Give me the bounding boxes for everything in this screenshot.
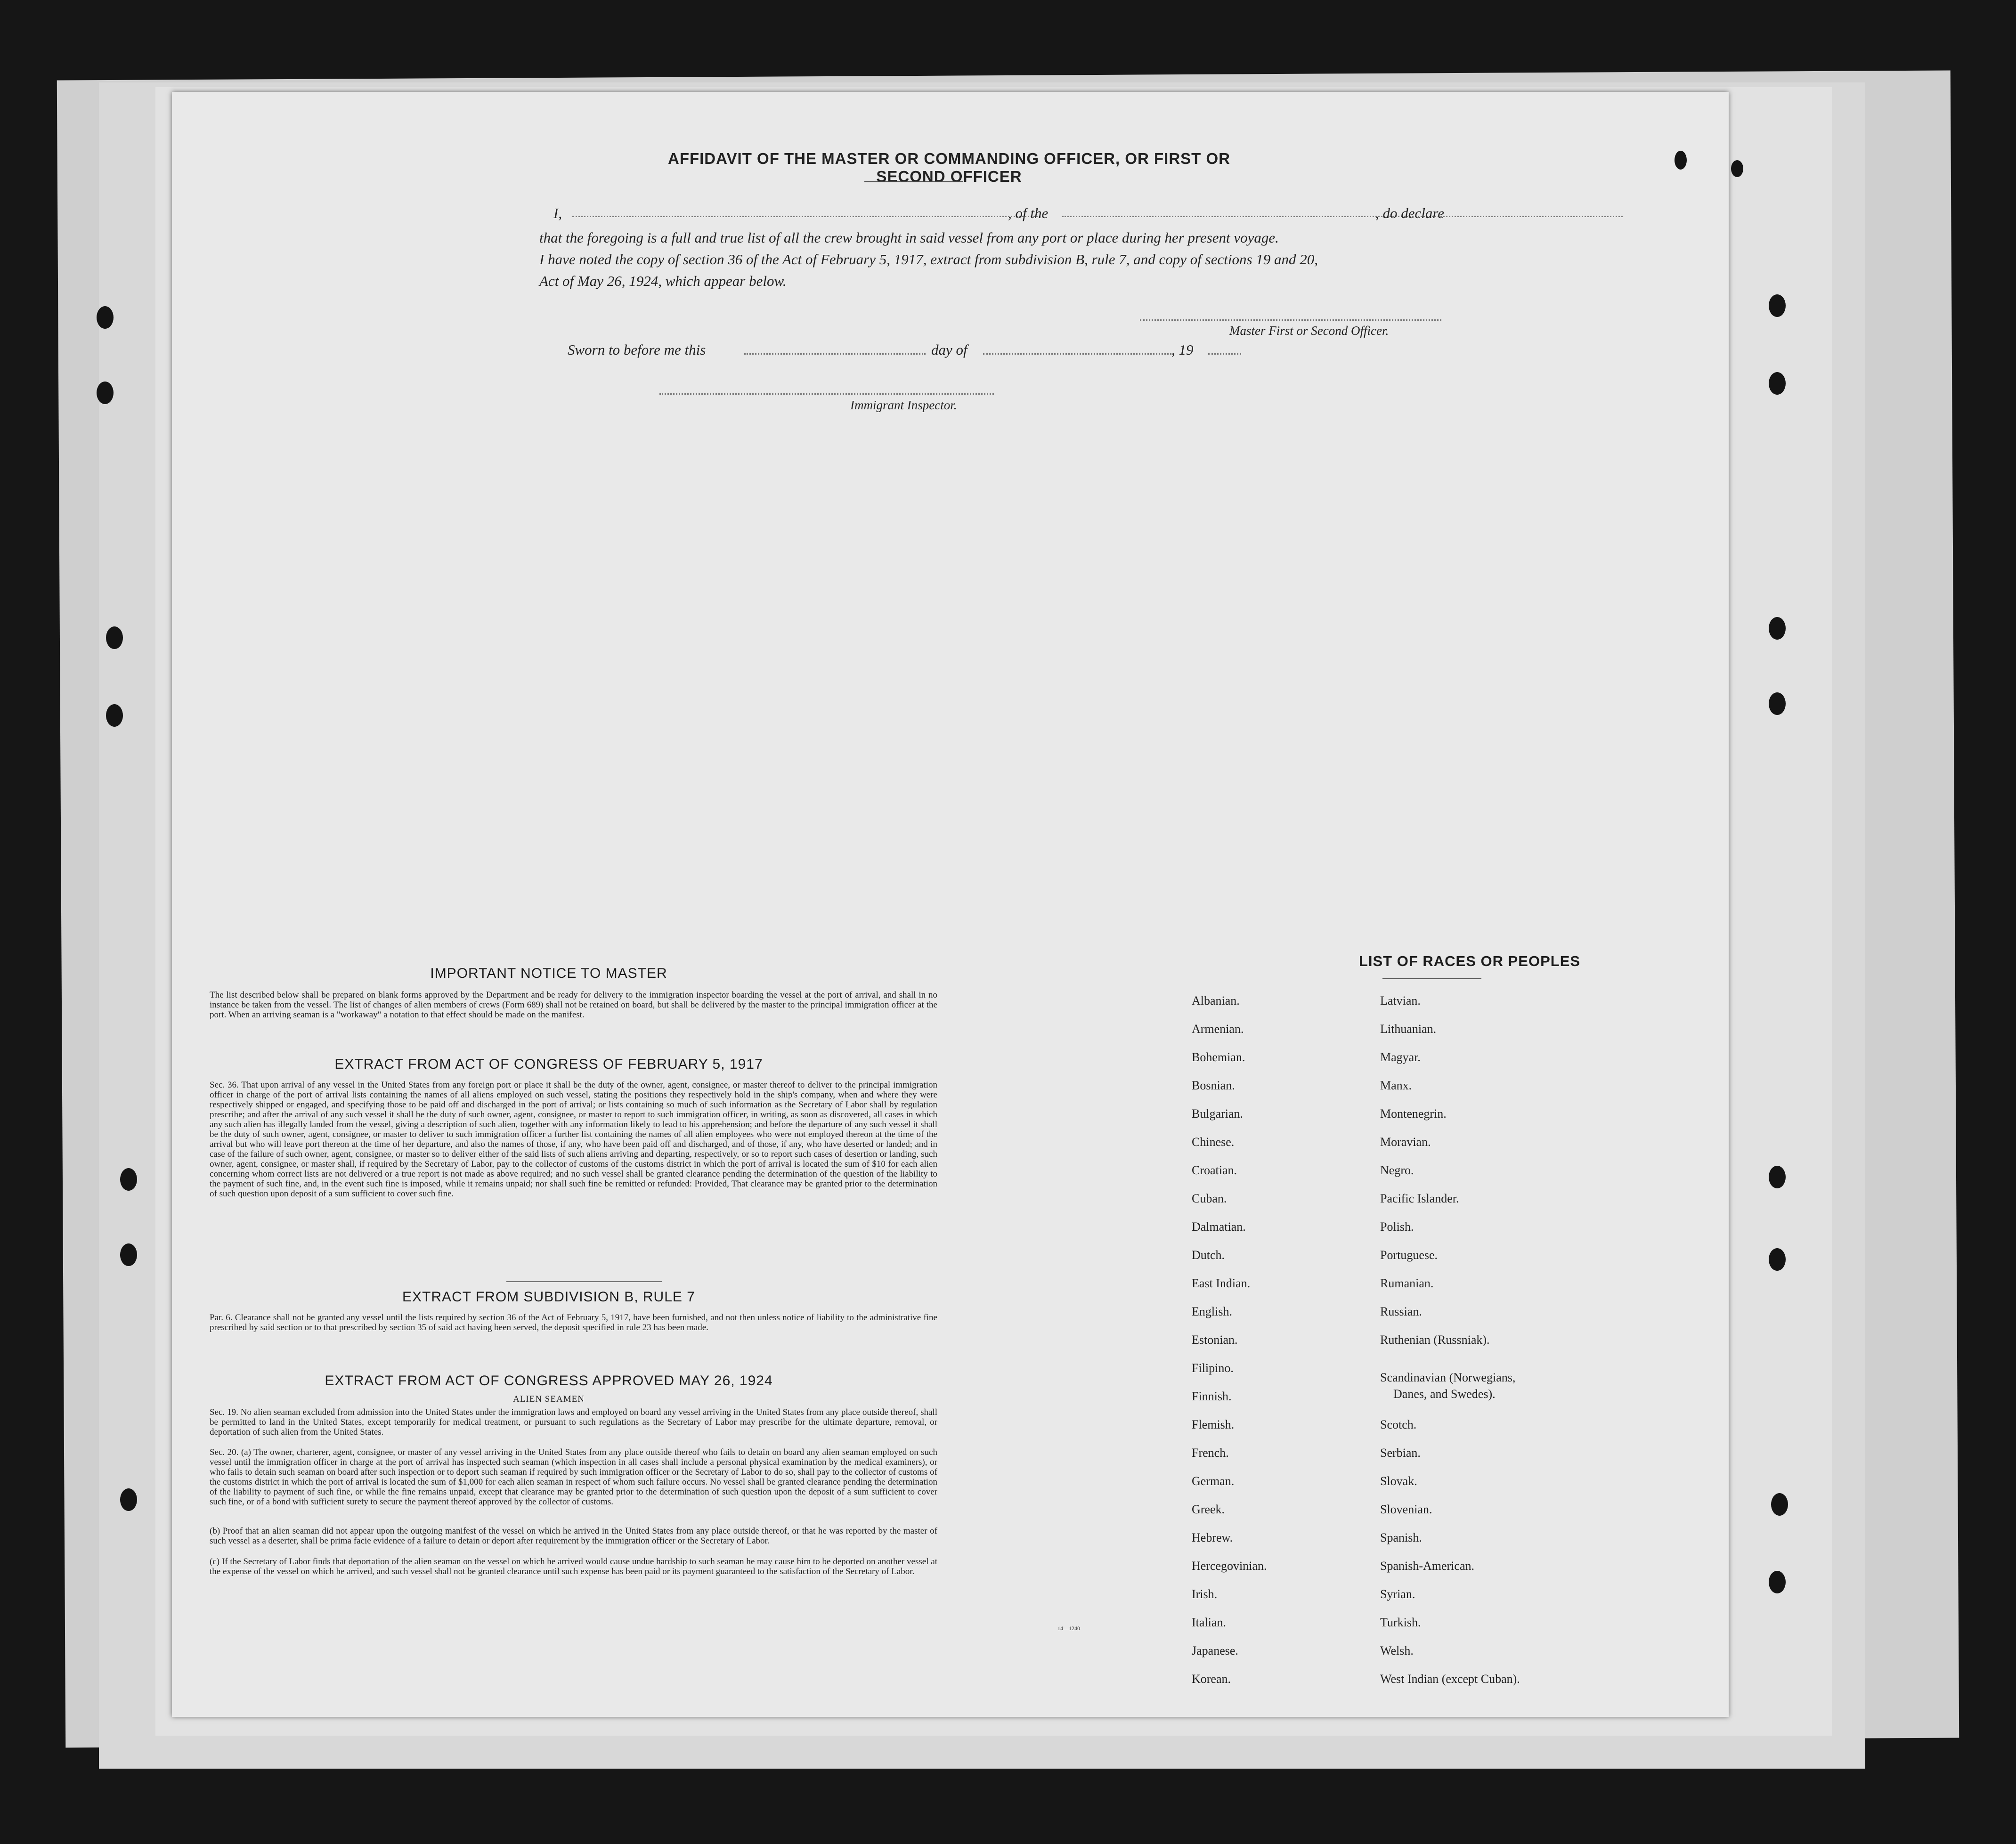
notice-text: The list described below shall be prepared on blank forms approved by the Department and be ready for delivery to the immigration inspector boarding the vessel at the port of arrival, and shall in no instance be taken from the vessel. The list of changes of alien members of crews (Form 689) shall not be retained on board, but shall be delivered by the master to the principal immigration officer at the port. When an arriving seaman is a "workaway" a notation to that effect should be made on the manifest.: [210, 990, 937, 1020]
races-title: LIST OF RACES OR PEOPLES: [1358, 953, 1581, 969]
race-item: Magyar.: [1380, 1050, 1421, 1064]
affidavit-line-3: Act of May 26, 1924, which appear below.: [539, 273, 787, 289]
race-item: Japanese.: [1192, 1644, 1238, 1657]
race-item: East Indian.: [1192, 1276, 1251, 1290]
race-item: Bohemian.: [1192, 1050, 1245, 1064]
extract-1917-title: EXTRACT FROM ACT OF CONGRESS OF FEBRUARY 5, 1917: [334, 1056, 763, 1072]
affidavit-line-2: I have noted the copy of section 36 of the Act of February 5, 1917, extract from subdivision B, rule 7, and copy of sections 19 and 20,: [539, 251, 1318, 268]
extract-1924-sec20b: (b) Proof that an alien seaman did not appear upon the outgoing manifest of the vessel on which he arrived in the United States from any place outside thereof, or that he was reported by the master of such vessel as a deserter, shall be prima facie evidence of a failure to detain or deport after requirement by the immigration officer or the Secretary of Labor.: [210, 1526, 937, 1546]
race-item: Croatian.: [1192, 1163, 1237, 1177]
binder-hole: [97, 382, 114, 404]
race-item: Turkish.: [1380, 1616, 1421, 1629]
extract-1924-sec20c: (c) If the Secretary of Labor finds that deportation of the alien seaman on the vessel on which he arrived would cause undue hardship to such seaman he may cause him to be deported on another vessel at the expense of the vessel on which he arrived, and such vessel shall not be granted clearance until such expense has been paid or its payment guaranteed to the satisfaction of the Secretary of Labor.: [210, 1557, 937, 1576]
race-item: Finnish.: [1192, 1389, 1232, 1403]
affidavit-page: [172, 92, 1729, 1717]
race-item: Bulgarian.: [1192, 1107, 1244, 1121]
binder-hole: [97, 306, 114, 329]
race-item: Italian.: [1192, 1616, 1226, 1629]
race-item: French.: [1192, 1446, 1229, 1460]
race-item: Lithuanian.: [1380, 1022, 1437, 1036]
race-item: Flemish.: [1192, 1418, 1235, 1431]
race-item: Chinese.: [1192, 1135, 1235, 1149]
race-item: Danes, and Swedes).: [1393, 1387, 1496, 1401]
subdivision-b-title: EXTRACT FROM SUBDIVISION B, RULE 7: [402, 1289, 695, 1305]
race-item: Portuguese.: [1380, 1248, 1438, 1262]
race-item: Serbian.: [1380, 1446, 1421, 1460]
affidavit-line-1: that the foregoing is a full and true list of all the crew brought in said vessel from any port or place during her present voyage.: [539, 229, 1279, 246]
race-item: German.: [1192, 1474, 1235, 1488]
race-item: Russian.: [1380, 1305, 1422, 1318]
race-item: Irish.: [1192, 1587, 1218, 1601]
binder-hole: [106, 626, 123, 649]
affidavit-title: AFFIDAVIT OF THE MASTER OR COMMANDING OFFICER, OR FIRST OR SECOND OFFICER: [667, 150, 1230, 185]
sworn-day-line[interactable]: [744, 353, 926, 355]
binder-hole: [1769, 294, 1786, 317]
sworn-month-line[interactable]: [983, 353, 1171, 355]
race-item: Syrian.: [1380, 1587, 1415, 1601]
race-item: Slovak.: [1380, 1474, 1417, 1488]
race-item: Cuban.: [1192, 1192, 1227, 1205]
year-label: , 19: [1171, 341, 1194, 358]
binder-hole: [1769, 1166, 1786, 1188]
extract-1924-sec19: Sec. 19. No alien seaman excluded from admission into the United States under the immigration laws and employed on board any vessel arriving in the United States from any place outside thereof, shall be permitted to land in the United States, except temporarily for medical treatment, or pursuant to such regulations as the Secretary of Labor may prescribe for the ultimate departure, removal, or deportation of such alien from the United States.: [210, 1407, 937, 1437]
section-divider: [506, 1281, 662, 1282]
binder-hole: [120, 1168, 137, 1191]
vessel-field-line[interactable]: [1062, 216, 1623, 217]
punch-hole: [1675, 151, 1687, 170]
binder-hole: [1769, 1248, 1786, 1271]
binder-hole: [1769, 1571, 1786, 1593]
race-item: West Indian (except Cuban).: [1380, 1672, 1520, 1686]
extract-1917-text: Sec. 36. That upon arrival of any vessel in the United States from any foreign port or place it shall be the duty of the owner, agent, consignee, or master thereof to deliver to the principal immigration officer in charge of the port of arrival lists containing the names of all aliens employed on such vessel, stating the positions they respectively hold in the ship's company, when and where they were respectively shipped or engaged, and specifying those to be paid off and discharged in the port of arrival; or lists containing so much of such information as the Secretary of Labor shall by regulation prescribe; and after the arrival of any such vessel it shall be the duty of such owner, agent, consignee, or master to report to such immigration officer, in writing, as soon as discovered, all cases in which any such alien has illegally landed from the vessel, giving a description of such alien, together with any information likely to lead to his apprehension; and before the departure of any such vessel it shall be the duty of such owner, agent, consignee, or master to deliver to such immigration officer a further list containing the names of all alien employees who were not employed thereon at the time of the arrival but who will leave port thereon at the time of her departure, and also the names of those, if any, who have been paid off and discharged, and of those, if any, who have deserted or landed; and in case of the failure of such owner, agent, consignee, or master so to deliver either of the said lists of such aliens arriving and departing, respectively, or so to report such cases of desertion or landing, such owner, agent, consignee, or master shall, if required by the Secretary of Labor, pay to the collector of customs of the customs district in which the port of arrival is located the sum of $10 for each alien concerning whom correct lists are not delivered or a true report is not made as above required; and no such vessel shall be granted clearance pending the determination of the question of the liability to the payment of such fine, and, in the event such fine is imposed, while it remains unpaid; nor shall such fine be remitted or refunded: Provided, That clearance may be granted prior to the determination of such question upon deposit of a sum sufficient to cover such fine.: [210, 1080, 937, 1199]
race-item: Ruthenian (Russniak).: [1380, 1333, 1490, 1347]
binder-hole: [1769, 617, 1786, 640]
form-number: 14—1240: [1057, 1625, 1080, 1632]
race-item: Moravian.: [1380, 1135, 1431, 1149]
inspector-label: Immigrant Inspector.: [850, 398, 957, 412]
binder-hole: [120, 1488, 137, 1511]
year-line[interactable]: [1208, 353, 1241, 355]
race-item: Latvian.: [1380, 994, 1421, 1007]
sworn-label: Sworn to before me this: [568, 341, 706, 358]
master-signature-line[interactable]: [1140, 319, 1441, 321]
race-item: Slovenian.: [1380, 1503, 1432, 1516]
binder-hole: [1771, 1493, 1788, 1516]
title-rule: [864, 181, 963, 182]
race-item: Polish.: [1380, 1220, 1414, 1234]
inspector-signature-line[interactable]: [659, 393, 994, 395]
race-item: Scandinavian (Norwegians,: [1380, 1371, 1516, 1384]
race-item: Armenian.: [1192, 1022, 1244, 1036]
affidavit-do-declare: , do declare: [1375, 205, 1445, 221]
punch-hole: [1731, 160, 1743, 177]
extract-1924-subtitle: ALIEN SEAMEN: [513, 1394, 585, 1404]
race-item: Albanian.: [1192, 994, 1240, 1007]
race-item: Pacific Islander.: [1380, 1192, 1459, 1205]
binder-hole: [1769, 692, 1786, 715]
race-item: Dutch.: [1192, 1248, 1225, 1262]
extract-1924-sec20a: Sec. 20. (a) The owner, charterer, agent, consignee, or master of any vessel arriving in the United States from any place outside thereof who fails to detain on board any alien seaman employed on such vessel until the immigration officer in charge at the port of arrival has inspected such seaman (which inspection in all cases shall include a personal physical examination by the medical examiners), or who fails to detain such seaman on board after such inspection or to deport such seaman if required by such immigration officer or the Secretary of Labor to do so, shall pay to the collector of customs of the customs district in which the port of arrival is located the sum of $1,000 for each alien seaman in respect of whom such failure occurs. No vessel shall be granted clearance pending the determination of the liability to payment of such fine, or while the fine remains unpaid, except that clearance may be granted prior to the determination of such question upon the deposit of a sum sufficient to cover such fine, or of a bond with sufficient surety to secure the payment thereof approved by the collector of customs.: [210, 1447, 937, 1507]
race-item: Spanish.: [1380, 1531, 1422, 1544]
day-of-label: day of: [931, 341, 967, 358]
race-item: Negro.: [1380, 1163, 1414, 1177]
race-item: Filipino.: [1192, 1361, 1234, 1375]
race-item: English.: [1192, 1305, 1232, 1318]
race-item: Manx.: [1380, 1079, 1412, 1092]
binder-hole: [1769, 372, 1786, 395]
name-field-line[interactable]: [572, 216, 1043, 217]
affidavit-of-the: , of the: [1008, 205, 1049, 221]
affidavit-i-label: I,: [553, 205, 562, 221]
race-item: Hebrew.: [1192, 1531, 1233, 1544]
race-item: Hercegovinian.: [1192, 1559, 1267, 1573]
races-title-rule: [1382, 978, 1481, 979]
race-item: Scotch.: [1380, 1418, 1417, 1431]
race-item: Welsh.: [1380, 1644, 1414, 1657]
master-signature-label: Master First or Second Officer.: [1229, 324, 1389, 338]
binder-hole: [120, 1243, 137, 1266]
race-item: Estonian.: [1192, 1333, 1238, 1347]
extract-1924-title: EXTRACT FROM ACT OF CONGRESS APPROVED MAY 26, 1924: [325, 1373, 773, 1389]
race-item: Dalmatian.: [1192, 1220, 1246, 1234]
race-item: Spanish-American.: [1380, 1559, 1475, 1573]
subdivision-b-text: Par. 6. Clearance shall not be granted any vessel until the lists required by section 36 of the Act of February 5, 1917, have been furnished, and not then unless notice of liability to the administrative fine prescribed by said section or to that prescribed by section 35 of said act having been served, the deposit specified in rule 23 has been made.: [210, 1313, 937, 1332]
race-item: Greek.: [1192, 1503, 1225, 1516]
race-item: Korean.: [1192, 1672, 1231, 1686]
race-item: Bosnian.: [1192, 1079, 1235, 1092]
notice-title: IMPORTANT NOTICE TO MASTER: [430, 966, 667, 981]
race-item: Rumanian.: [1380, 1276, 1434, 1290]
race-item: Montenegrin.: [1380, 1107, 1447, 1121]
binder-hole: [106, 704, 123, 727]
